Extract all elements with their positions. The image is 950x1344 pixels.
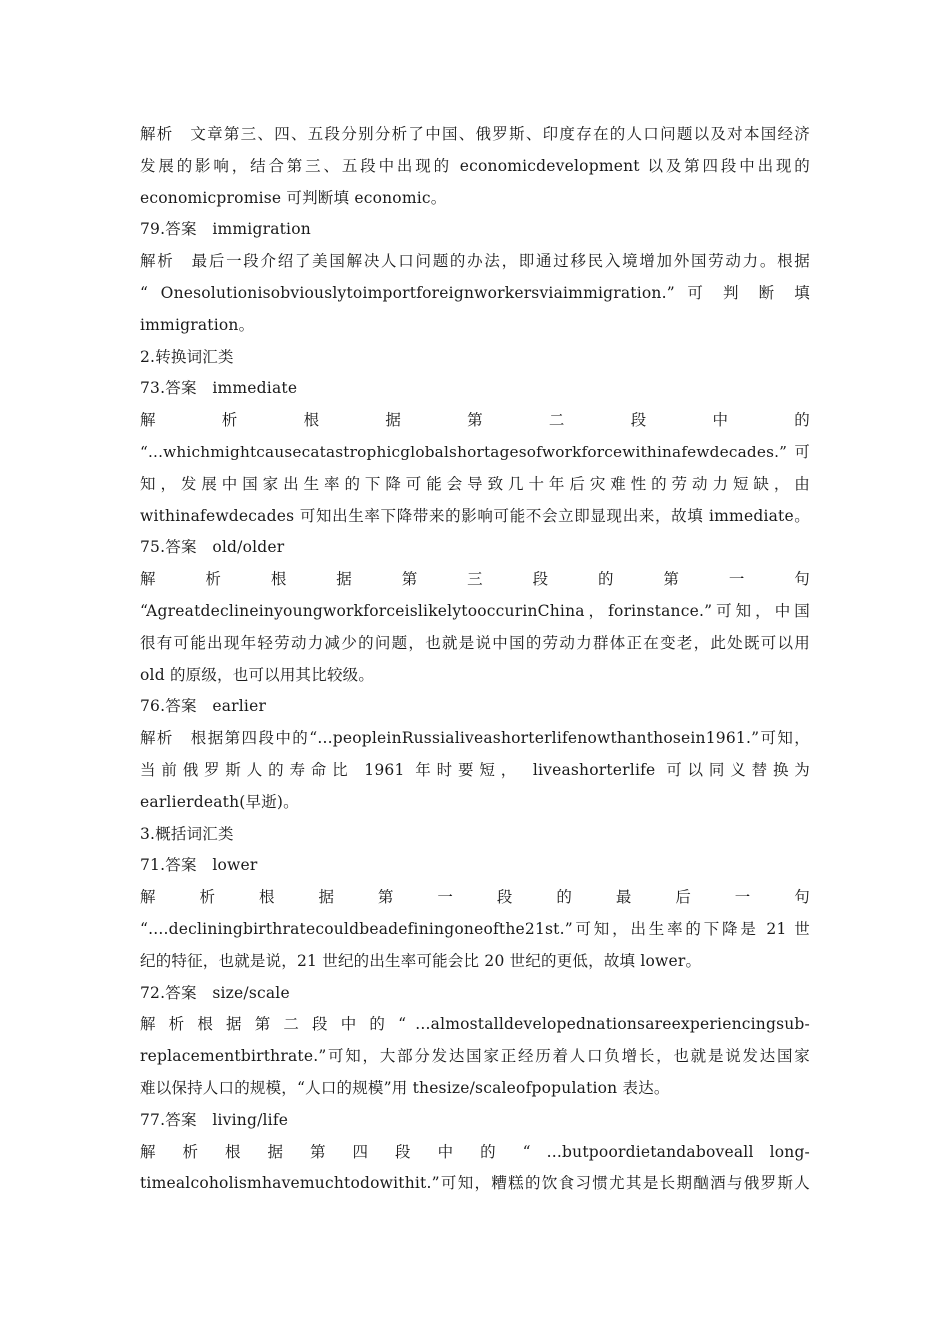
- text-line: “....decliningbirthratecouldbeadefiningoneofthe21st.”可知，出生率的下降是 21 世: [140, 919, 810, 938]
- text-line: 知，发展中国家出生率的下降可能会导致几十年后灾难性的劳动力短缺，由: [140, 474, 810, 493]
- text-line: timealcoholismhavemuchtodowithit.”可知，糟糕的饮食习惯尤其是长期酗酒与俄罗斯人: [140, 1174, 810, 1193]
- text-line: 纪的特征，也就是说，21 世纪的出生率可能会比 20 世纪的更低，故填 lower。: [140, 951, 702, 970]
- text-line: 77.答案 living/life: [140, 1110, 289, 1129]
- text-line: 难以保持人口的规模，“人口的规模”用 thesize/scaleofpopulation 表达。: [140, 1078, 670, 1097]
- text-line: withinafewdecades 可知出生率下降带来的影响可能不会立即显现出来，故填 immediate。: [140, 506, 810, 525]
- text-line: 75.答案 old/older: [140, 538, 285, 557]
- text-line: 71.答案 lower: [140, 856, 258, 875]
- text-line: 解 析 根 据 第 二 段 中 的: [140, 411, 810, 430]
- text-line: 当前俄罗斯人的寿命比 1961 年时要短， liveashorterlife 可以同义替换为: [140, 760, 810, 779]
- text-line: “AgreatdeclineinyoungworkforceislikelytooccurinChina，forinstance.”可知，中国: [140, 601, 810, 620]
- text-line: immigration。: [140, 315, 255, 334]
- text-line: 很有可能出现年轻劳动力减少的问题，也就是说中国的劳动力群体正在变老，此处既可以用: [140, 633, 810, 652]
- text-line: economicpromise 可判断填 economic。: [140, 188, 447, 207]
- text-line: 73.答案 immediate: [140, 379, 298, 398]
- text-line: 发展的影响，结合第三、五段中出现的 economicdevelopment 以及第四段中出现的: [140, 156, 810, 175]
- text-line: 76.答案 earlier: [140, 697, 267, 716]
- text-line: 解析 根据第四段中的“...peopleinRussialiveashorterlifenowthanthosein1961.”可知，: [140, 729, 810, 748]
- text-line: 79.答案 immigration: [140, 220, 311, 239]
- text-line: earlierdeath(早逝)。: [140, 792, 299, 811]
- text-line: 解 析 根 据 第 三 段 的 第 一 句: [140, 570, 810, 589]
- text-line: 解 析 根 据 第 四 段 中 的 “ ...butpoordietandaboveall long-: [140, 1142, 810, 1161]
- text-line: 解析 文章第三、四、五段分别分析了中国、俄罗斯、印度存在的人口问题以及对本国经济: [140, 125, 810, 143]
- text-line: 2.转换词汇类: [140, 347, 234, 366]
- answer-analysis-text: [140, 119, 810, 1200]
- text-line: old 的原级，也可以用其比较级。: [140, 665, 375, 684]
- text-line: 3.概括词汇类: [140, 824, 234, 843]
- text-line: “ Onesolutionisobviouslytoimportforeignworkersviaimmigration.” 可 判 断 填: [140, 283, 810, 302]
- text-line: 解 析 根 据 第 二 段 中 的 “ ...almostalldevelopednationsareexperiencingsub-: [140, 1015, 810, 1034]
- text-line: 解析 最后一段介绍了美国解决人口问题的办法，即通过移民入境增加外国劳动力。根据: [140, 252, 810, 271]
- text-line: replacementbirthrate.”可知，大部分发达国家正经历着人口负增长，也就是说发达国家: [140, 1047, 810, 1066]
- text-line: 72.答案 size/scale: [140, 983, 290, 1002]
- text-line: 解 析 根 据 第 一 段 的 最 后 一 句: [140, 888, 810, 907]
- text-line: “...whichmightcausecatastrophicglobalshortagesofworkforcewithinafewdecades.”可: [140, 442, 810, 461]
